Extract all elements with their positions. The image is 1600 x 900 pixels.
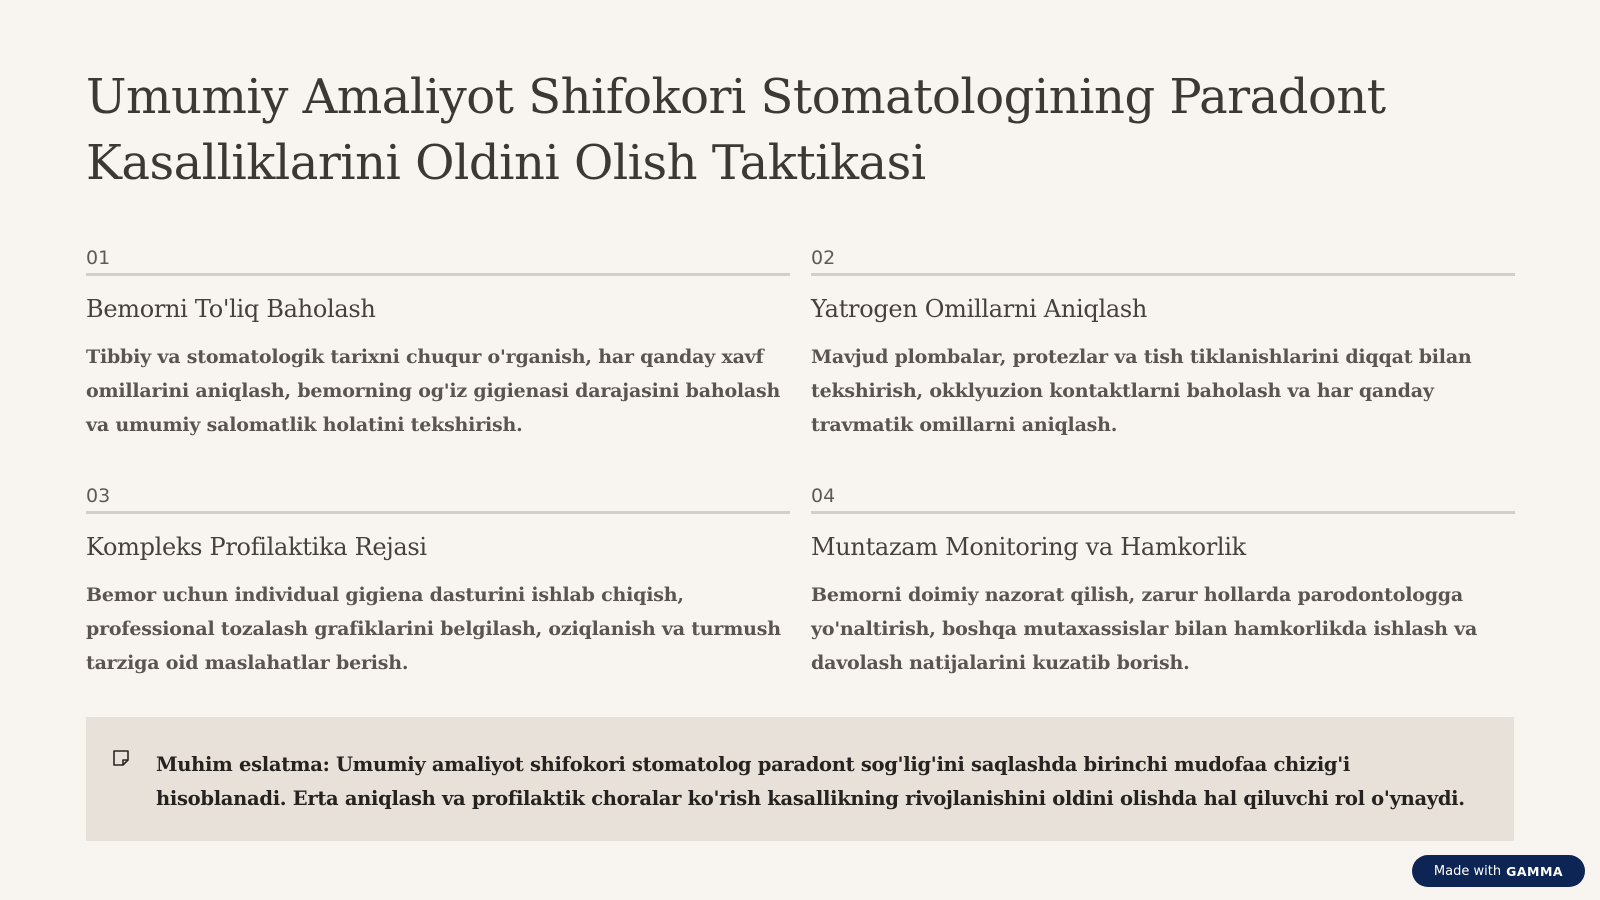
step-card-4 — [811, 483, 1515, 680]
important-note-box — [86, 717, 1514, 841]
step-number: 04 — [811, 483, 1515, 514]
step-title: Muntazam Monitoring va Hamkorlik — [811, 533, 1246, 561]
step-number: 03 — [86, 483, 790, 514]
made-with-gamma-badge[interactable] — [1412, 855, 1585, 887]
step-card-1 — [86, 245, 790, 442]
slide-title: Umumiy Amaliyot Shifokori Stomatologining Paradont Kasalliklarini Oldini Olish Taktikasi — [86, 69, 1386, 191]
sticky-note-icon — [112, 749, 130, 767]
step-card-2 — [811, 245, 1515, 442]
badge-prefix: Made with — [1433, 863, 1502, 879]
step-title: Yatrogen Omillarni Aniqlash — [811, 295, 1147, 323]
step-description: Tibbiy va stomatologik tarixni chuqur o'rganish, har qanday xavf omillarini aniqlash, bemorning og'iz gigienasi darajasini baholash va umumiy salomatlik holatini tekshirish. — [86, 346, 781, 436]
important-note-text: Muhim eslatma: Umumiy amaliyot shifokori stomatolog paradont sog'lig'ini saqlashda birinchi mudofaa chizig'i hisoblanadi. Erta aniqlash va profilaktik choralar ko'rish kasallikning rivojlanishini oldini olishda hal qiluvchi rol o'ynaydi. — [156, 753, 1465, 810]
step-number: 02 — [811, 245, 1515, 276]
step-title: Bemorni To'liq Baholash — [86, 295, 376, 323]
step-description: Mavjud plombalar, protezlar va tish tiklanishlarini diqqat bilan tekshirish, okklyuzion kontaktlarni baholash va har qanday travmatik omillarni aniqlash. — [811, 346, 1472, 436]
step-number: 01 — [86, 245, 790, 276]
step-description: Bemorni doimiy nazorat qilish, zarur hollarda parodontologga yo'naltirish, boshqa mutaxassislar bilan hamkorlikda ishlash va davolash natijalarini kuzatib borish. — [811, 584, 1478, 674]
step-card-3 — [86, 483, 790, 680]
step-title: Kompleks Profilaktika Rejasi — [86, 533, 427, 561]
step-description: Bemor uchun individual gigiena dasturini ishlab chiqish, professional tozalash grafiklarini belgilash, oziqlanish va turmush tarziga oid maslahatlar berish. — [86, 584, 781, 674]
gamma-logo: GAMMA — [1506, 863, 1564, 879]
